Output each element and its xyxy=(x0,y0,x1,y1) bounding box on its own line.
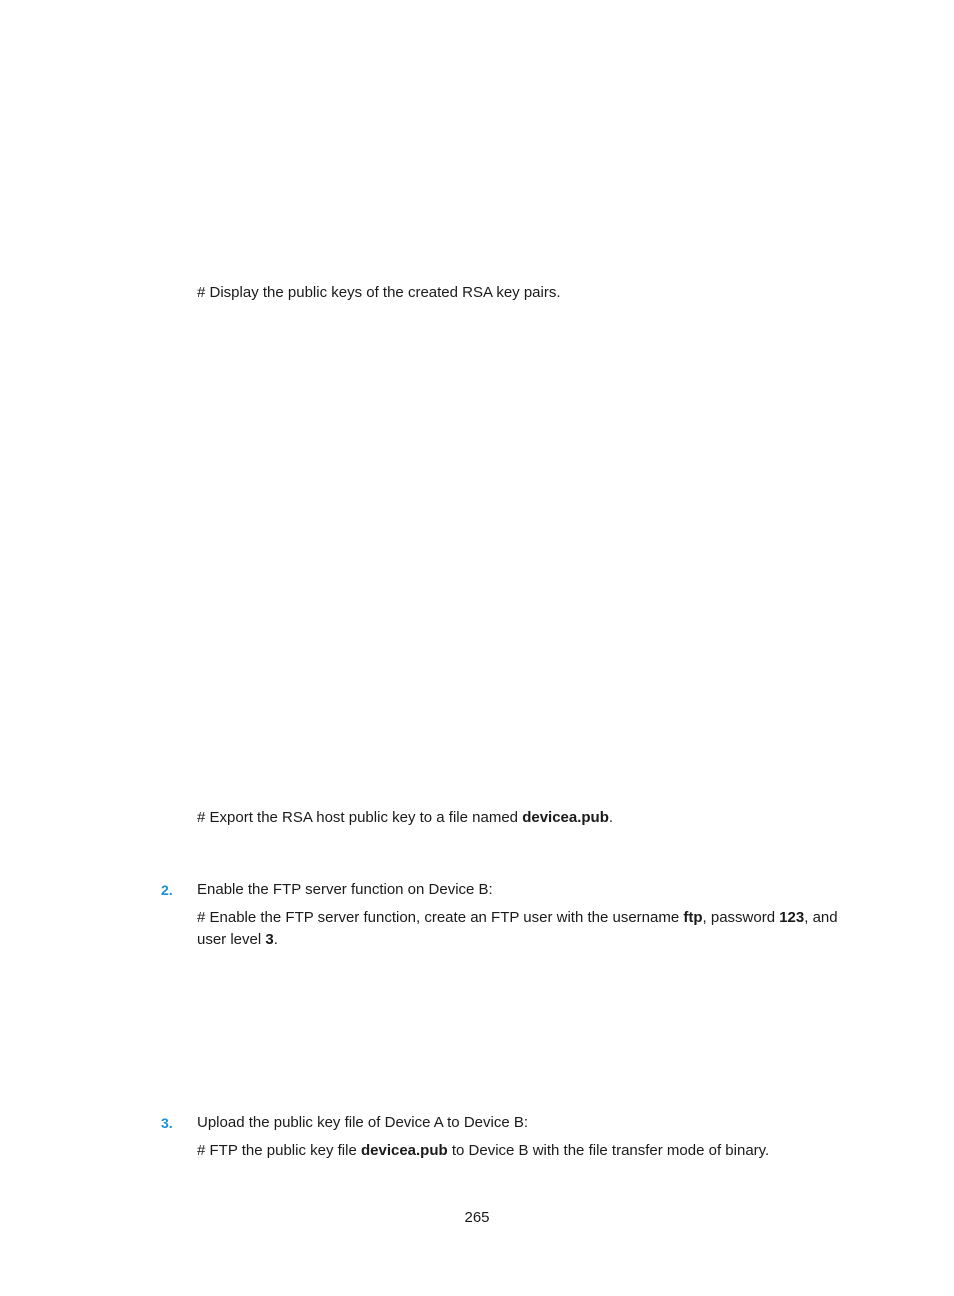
step-2-desc-part-2: , password xyxy=(702,909,780,926)
step-2-title: Enable the FTP server function on Device B: xyxy=(197,881,493,898)
export-key-text xyxy=(197,807,613,829)
step-2-desc-part-4: . xyxy=(273,931,278,948)
step-3-filename: devicea.pub xyxy=(360,1142,448,1159)
step-2-password: 123 xyxy=(779,909,805,926)
export-filename: devicea.pub xyxy=(522,809,609,826)
export-text-after: . xyxy=(608,809,614,826)
step-2-desc-part-3: , and user level xyxy=(197,909,838,948)
export-text-before: # Export the RSA host public key to a file named xyxy=(197,809,523,826)
step-2-number: 2. xyxy=(161,882,173,898)
page-number: 265 xyxy=(464,1209,490,1226)
display-keys-text: # Display the public keys of the created RSA key pairs. xyxy=(197,284,561,301)
step-3-desc-part-1: # FTP the public key file xyxy=(197,1142,361,1159)
step-2-desc-part-1: # Enable the FTP server function, create an FTP user with the username xyxy=(197,909,684,926)
step-3-title: Upload the public key file of Device A to Device B: xyxy=(197,1114,529,1131)
step-3-description xyxy=(197,1140,862,1162)
step-2-description xyxy=(197,907,862,951)
step-3-number: 3. xyxy=(161,1115,173,1131)
step-3-desc-part-2: to Device B with the file transfer mode of binary. xyxy=(447,1142,770,1159)
step-2-user-level: 3 xyxy=(265,931,274,948)
step-2-username: ftp xyxy=(683,909,703,926)
